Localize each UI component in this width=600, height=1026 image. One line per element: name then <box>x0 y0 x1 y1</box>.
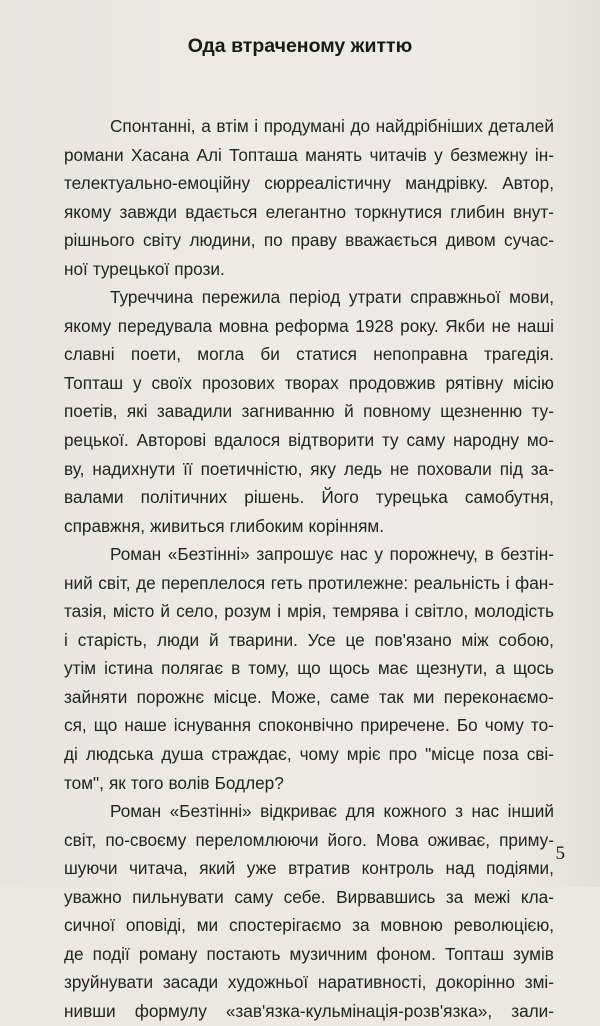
text-line: Туреччина пережила період утрати справжньої мови, <box>110 287 554 308</box>
text-line: справжня, живиться глибоким корінням. <box>64 515 384 536</box>
text-line: нивши формулу «зав'язка-кульмінація-розв'язка», зали- <box>64 1000 554 1021</box>
text-line: зруйнувати засади художньої наративності, докорінно змі- <box>64 972 554 993</box>
text-line: валами політичних рішень. Його турецька самобутня, <box>64 487 554 508</box>
text-line: тазія, місто й село, розум і мрія, темрява і світло, молодість <box>64 601 554 622</box>
text-line: якому завжди вдається елегантно торкнутися глибин внут- <box>64 201 554 222</box>
text-line: Спонтанні, а втім і продумані до найдрібніших деталей <box>110 116 554 136</box>
text-line: ної турецької прози. <box>64 258 225 279</box>
body-text <box>64 112 554 1026</box>
chapter-title: Ода втраченому життю <box>187 35 413 57</box>
text-line: уважно пильнувати саму себе. Вирвавшись за межі кла- <box>64 886 554 907</box>
text-line: ді людська душа страждає, чому мріє про "місце поза сві- <box>64 744 554 765</box>
text-line: ся, що наше існування споконвічно приречене. Бо чому то- <box>64 715 554 736</box>
text-line: якому передувала мовна реформа 1928 року. Якби не наші <box>64 315 554 336</box>
text-line: славні поети, могла би статися непоправна трагедія. <box>64 344 554 365</box>
text-line: ний світ, де переплелося геть протилежне: реальність і фан- <box>64 572 554 593</box>
page-number: 5 <box>555 843 565 864</box>
text-line: і старість, люди й тварини. Усе це пов'язано між собою, <box>64 629 554 650</box>
text-line: де події роману постають музичним фоном. Топташ зумів <box>64 943 554 964</box>
text-line: зайняти порожнє місце. Може, саме так ми переконаємо- <box>64 686 554 707</box>
text-line: Роман «Безтінні» запрошує нас у порожнечу, в безтін- <box>110 544 554 565</box>
text-line: світ, по-своєму переломлюючи його. Мова оживає, приму- <box>64 829 554 850</box>
text-line: поетів, які завадили загниванню й повному щезненню ту- <box>64 401 554 422</box>
text-line: рецької. Авторові вдалося відтворити ту саму народну мо- <box>64 430 554 451</box>
text-line: утім істина полягає в тому, що щось має щезнути, а щось <box>64 658 554 679</box>
text-line: сичної оповіді, ми спостерігаємо за мовною революцією, <box>64 915 554 936</box>
text-line: Топташ у своїх прозових творах продовжив рятівну місію <box>64 372 554 393</box>
text-line: ву, надихнути її поетичністю, яку ледь не поховали під за- <box>64 458 554 479</box>
text-line: шуючи читача, який уже втратив контроль над подіями, <box>64 858 554 879</box>
text-line: романи Хасана Алі Топташа манять читачів у безмежну ін- <box>64 144 554 165</box>
text-line: Роман «Безтінні» відкриває для кожного з нас інший <box>110 801 554 822</box>
text-line: рішнього світу людини, по праву вважається дивом сучас- <box>64 230 554 251</box>
text-line: том", як того волів Бодлер? <box>64 772 284 793</box>
text-line: телектуально-емоційну сюрреалістичну мандрівку. Автор, <box>64 173 554 194</box>
